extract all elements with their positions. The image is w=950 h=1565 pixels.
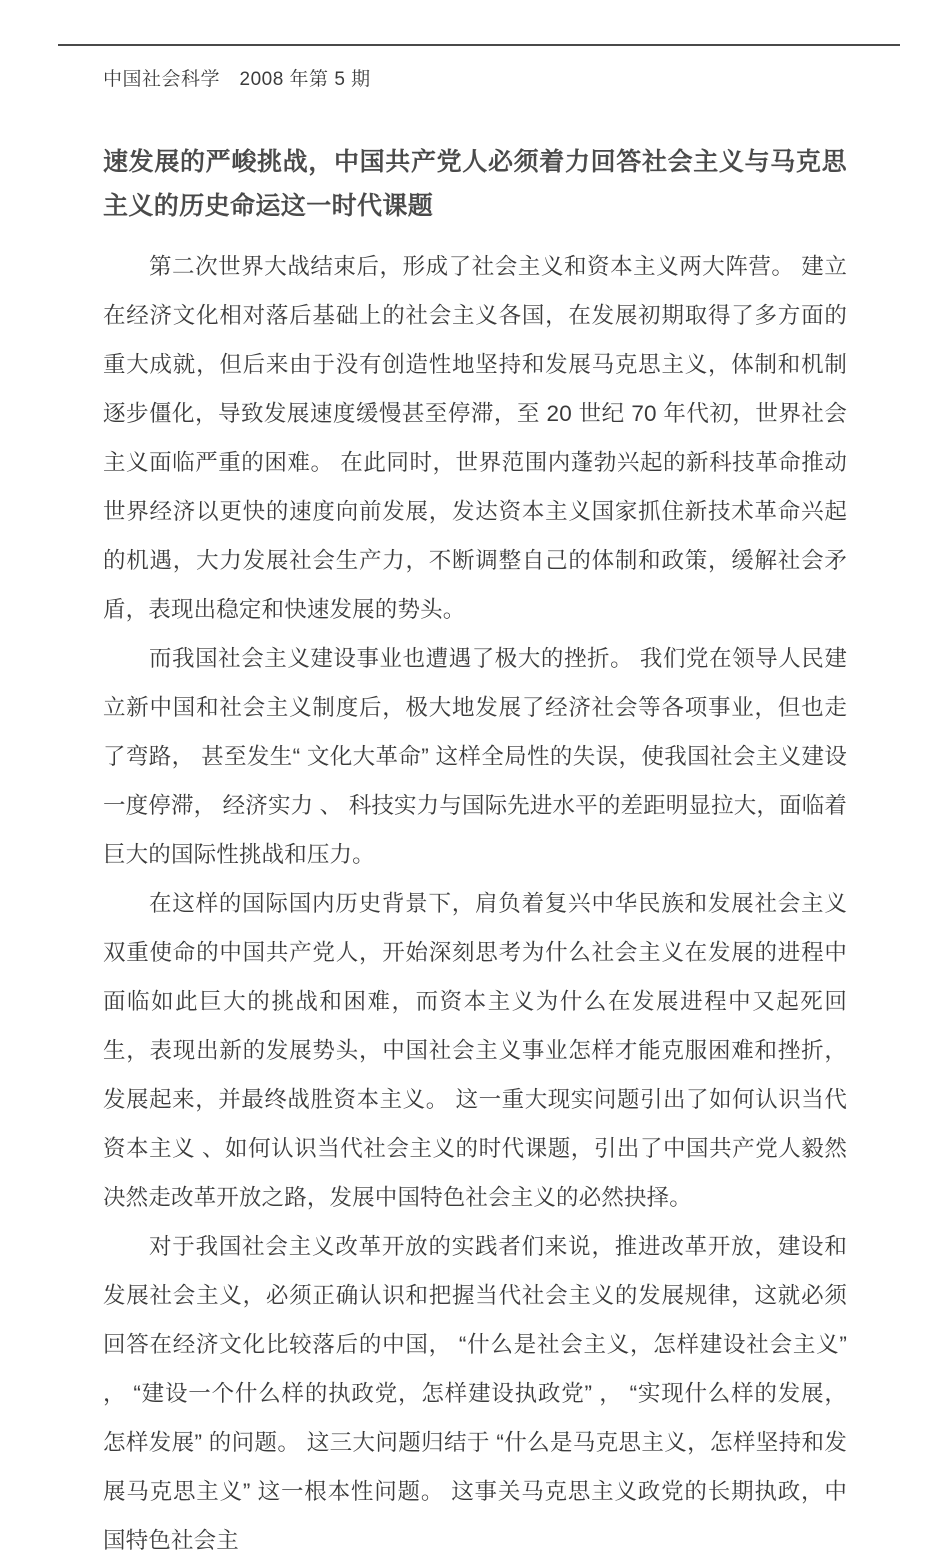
body-paragraph-4: 对于我国社会主义改革开放的实践者们来说，推进改革开放，建设和发展社会主义，必须正确认识和把握当代社会主义的发展规律，这就必须回答在经济文化比较落后的中国， “什么是社会主义，怎样建设社会主义” ， “建设一个什么样的执政党，怎样建设执政党” ， “实现什么样的发展，怎样发展” 的问题。 这三大问题归结于 “什么是马克思主义，怎样坚持和发展马克思主义” 这一根本性问题。 这事关马克思主义政党的长期执政，中国特色社会主 <box>103 1234 847 1553</box>
title-continuation: 速发展的严峻挑战，中国共产党人必须着力回答社会主义与马克思主义的历史命运这一时代课题 <box>103 148 847 220</box>
header-divider-rule <box>58 44 900 46</box>
body-paragraph-1: 第二次世界大战结束后，形成了社会主义和资本主义两大阵营。 建立在经济文化相对落后基础上的社会主义各国，在发展初期取得了多方面的重大成就，但后来由于没有创造性地坚持和发展马克思主义，体制和机制逐步僵化，导致发展速度缓慢甚至停滞，至 20 世纪 70 年代初，世界社会主义面临严重的困难。 在此同时，世界范围内蓬勃兴起的新科技革命推动世界经济以更快的速度向前发展，发达资本主义国家抓住新技术革命兴起的机遇，大力发展社会生产力，不断调整自己的体制和政策，缓解社会矛盾，表现出稳定和快速发展的势头。 <box>103 254 847 622</box>
running-header: 中国社会科学 2008 年第 5 期 <box>103 69 371 90</box>
body-paragraph-3: 在这样的国际国内历史背景下，肩负着复兴中华民族和发展社会主义双重使命的中国共产党人，开始深刻思考为什么社会主义在发展的进程中面临如此巨大的挑战和困难，而资本主义为什么在发展进程中又起死回生，表现出新的发展势头，中国社会主义事业怎样才能克服困难和挫折，发展起来，并最终战胜资本主义。 这一重大现实问题引出了如何认识当代资本主义 、如何认识当代社会主义的时代课题，引出了中国共产党人毅然决然走改革开放之路，发展中国特色社会主义的必然抉择。 <box>103 891 847 1210</box>
text-column <box>103 140 847 1565</box>
body-paragraph-2: 而我国社会主义建设事业也遭遇了极大的挫折。 我们党在领导人民建立新中国和社会主义制度后，极大地发展了经济社会等各项事业，但也走了弯路， 甚至发生“ 文化大革命” 这样全局性的失误，使我国社会主义建设一度停滞， 经济实力 、 科技实力与国际先进水平的差距明显拉大，面临着巨大的国际性挑战和压力。 <box>103 646 848 867</box>
